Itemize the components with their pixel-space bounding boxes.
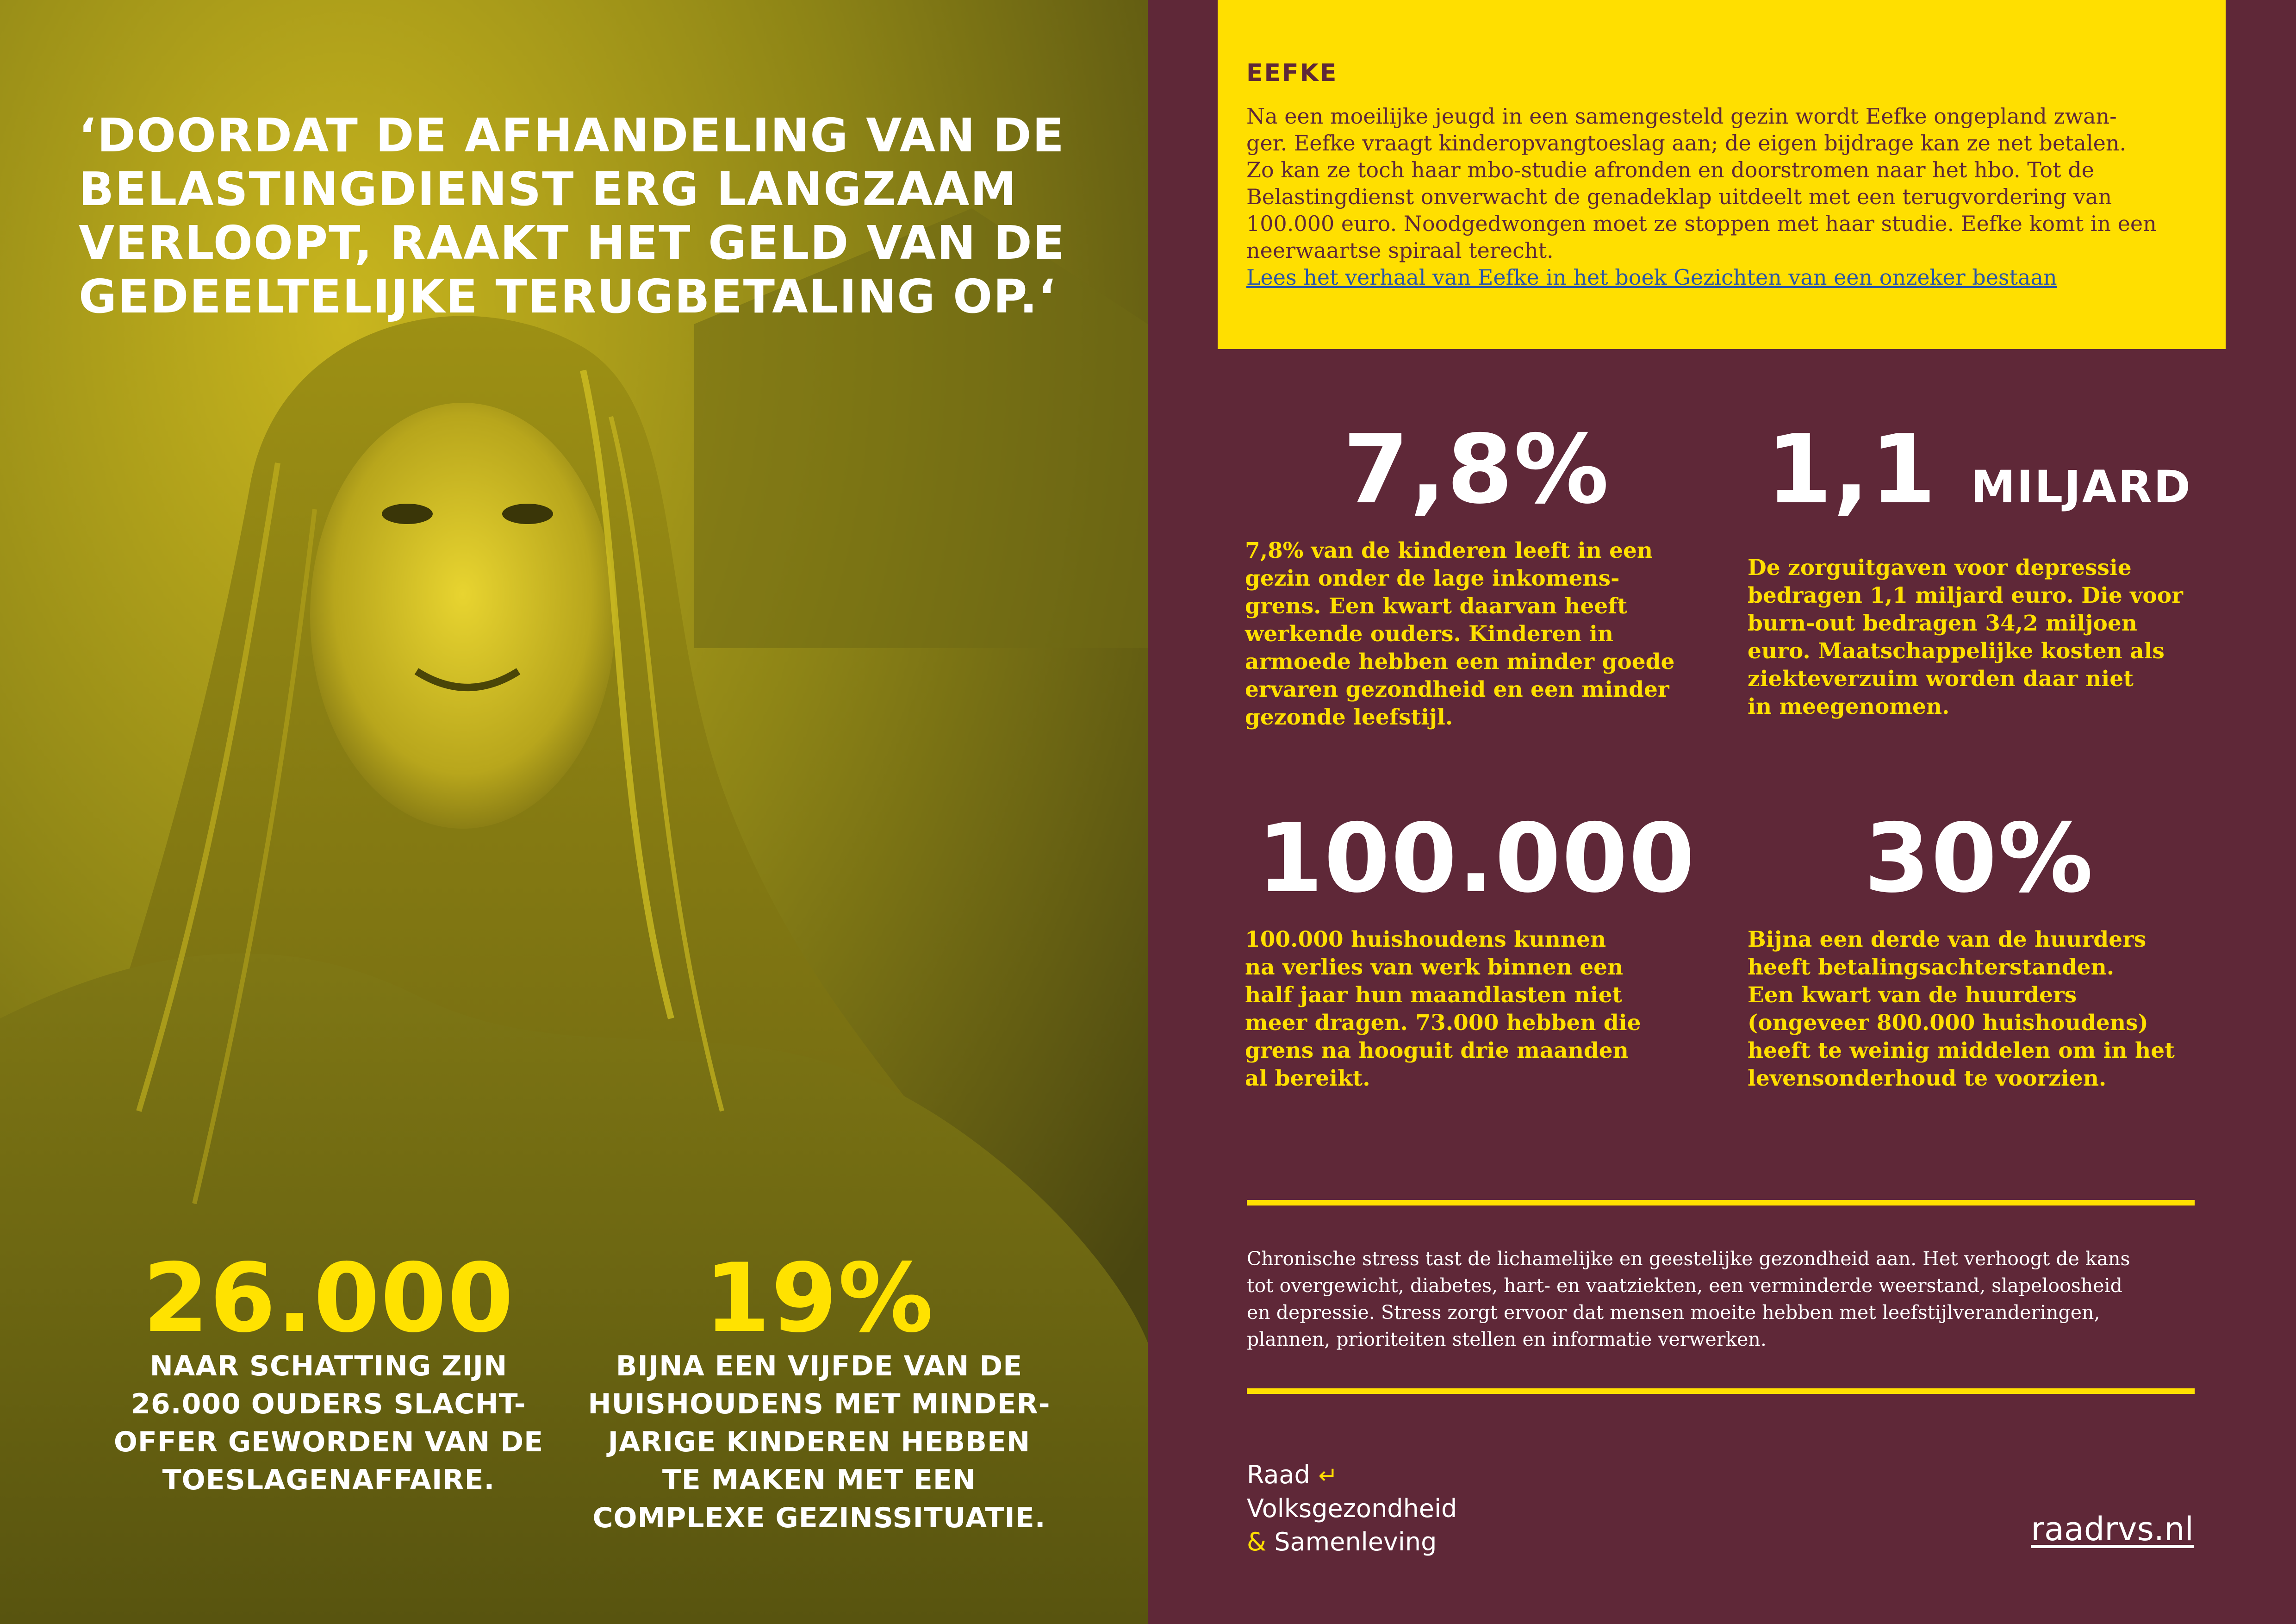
stat-description: Bijna een derde van de huurders heeft betalingsachterstanden. Een kwart van de huurders (ongeveer 800.000 huishoudens) heeft te weinig middelen om in het levensonderhoud te voorzien.: [1748, 927, 2175, 1091]
story-name: EEFKE: [1246, 59, 1338, 87]
stat-description: 100.000 huishoudens kunnen na verlies van werk binnen een half jaar hun maandlasten niet meer dragen. 73.000 hebben die grens na hooguit drie maanden al bereikt.: [1245, 927, 1641, 1091]
stat-number: 100.000: [1257, 804, 1696, 914]
stat-households: [1245, 806, 1708, 1093]
stat-description: De zorguitgaven voor depressie bedragen 1,1 miljard euro. Die voor burn-out bedragen 34,2 miljoen euro. Maatschappelijke kosten als ziekteverzuim worden daar niet in meegenomen.: [1748, 555, 2183, 719]
stat-unit: MILJARD: [1971, 461, 2192, 513]
stat-number: 7,8%: [1343, 415, 1610, 525]
stat-description: 7,8% van de kinderen leeft in een gezin onder de lage inkomens- grens. Een kwart daarvan heeft werkende ouders. Kinderen in armoede hebben een minder goede ervaren gezondheid en een minder gezonde leefstijl.: [1245, 538, 1675, 730]
logo-ampersand: &: [1247, 1527, 1267, 1556]
stat-renters: [1748, 806, 2210, 1093]
divider: [1247, 1200, 2195, 1206]
stat-victims: [88, 1243, 569, 1499]
story-link[interactable]: Lees het verhaal van Eefke in het boek Gezichten van een onzeker bestaan: [1246, 265, 2057, 290]
health-paragraph: Chronische stress tast de lichamelijke en geestelijke gezondheid aan. Het verhoogt de kans tot overgewicht, diabetes, hart- en vaatziekten, een verminderde weerstand, slapeloosheid en depressie. Stress zorgt ervoor dat mensen moeite hebben met leefstijlveranderingen, plannen, prioriteiten stellen en informatie verwerken.: [1247, 1248, 2130, 1350]
return-arrow-icon: ↵: [1318, 1462, 1338, 1489]
quote-text: ‘DOORDAT DE AFHANDELING VAN DE BELASTINGDIENST ERG LANGZAAM VERLOOPT, RAAKT HET GELD VAN DE GEDEELTELIJKE TERUGBETALING OP.‘: [79, 108, 1066, 324]
logo-line-3: Samenleving: [1274, 1527, 1437, 1556]
stat-number: 30%: [1864, 804, 2094, 914]
website-link[interactable]: raadrvs.nl: [2031, 1510, 2194, 1548]
divider: [1247, 1388, 2195, 1394]
story-text: Na een moeilijke jeugd in een samengesteld gezin wordt Eefke ongepland zwan- ger. Eefke vraagt kinderopvangtoeslag aan; de eigen bijdrage kan ze net betalen. Zo kan ze toch haar mbo-studie afronden en doorstromen naar het hbo. Tot de Belastingdienst onverwacht de genadeklap uitdeelt met een terugvordering van 100.000 euro. Noodgedwongen moet ze stoppen met haar studie. Eefke komt in een neerwaartse spiraal terecht.: [1246, 104, 2157, 263]
logo-line-2: Volksgezondheid: [1247, 1494, 1457, 1523]
logo-line-1: Raad: [1247, 1460, 1310, 1489]
rvs-logo: [1247, 1458, 1457, 1559]
stat-care-costs: [1748, 417, 2210, 721]
stat-number: 19%: [704, 1243, 934, 1354]
stat-description: BIJNA EEN VIJFDE VAN DE HUISHOUDENS MET MINDER- JARIGE KINDEREN HEBBEN TE MAKEN MET EEN COMPLEXE GEZINSSITUATIE.: [588, 1350, 1051, 1534]
stat-number: 26.000: [143, 1243, 515, 1354]
story-box: [1218, 0, 2226, 349]
stat-description: NAAR SCHATTING ZIJN 26.000 OUDERS SLACHT- OFFER GEWORDEN VAN DE TOESLAGENAFFAIRE.: [113, 1350, 544, 1496]
stat-child-poverty: [1245, 417, 1708, 731]
stat-complex-families: [574, 1243, 1064, 1537]
stat-number: 1,1: [1766, 415, 1937, 525]
